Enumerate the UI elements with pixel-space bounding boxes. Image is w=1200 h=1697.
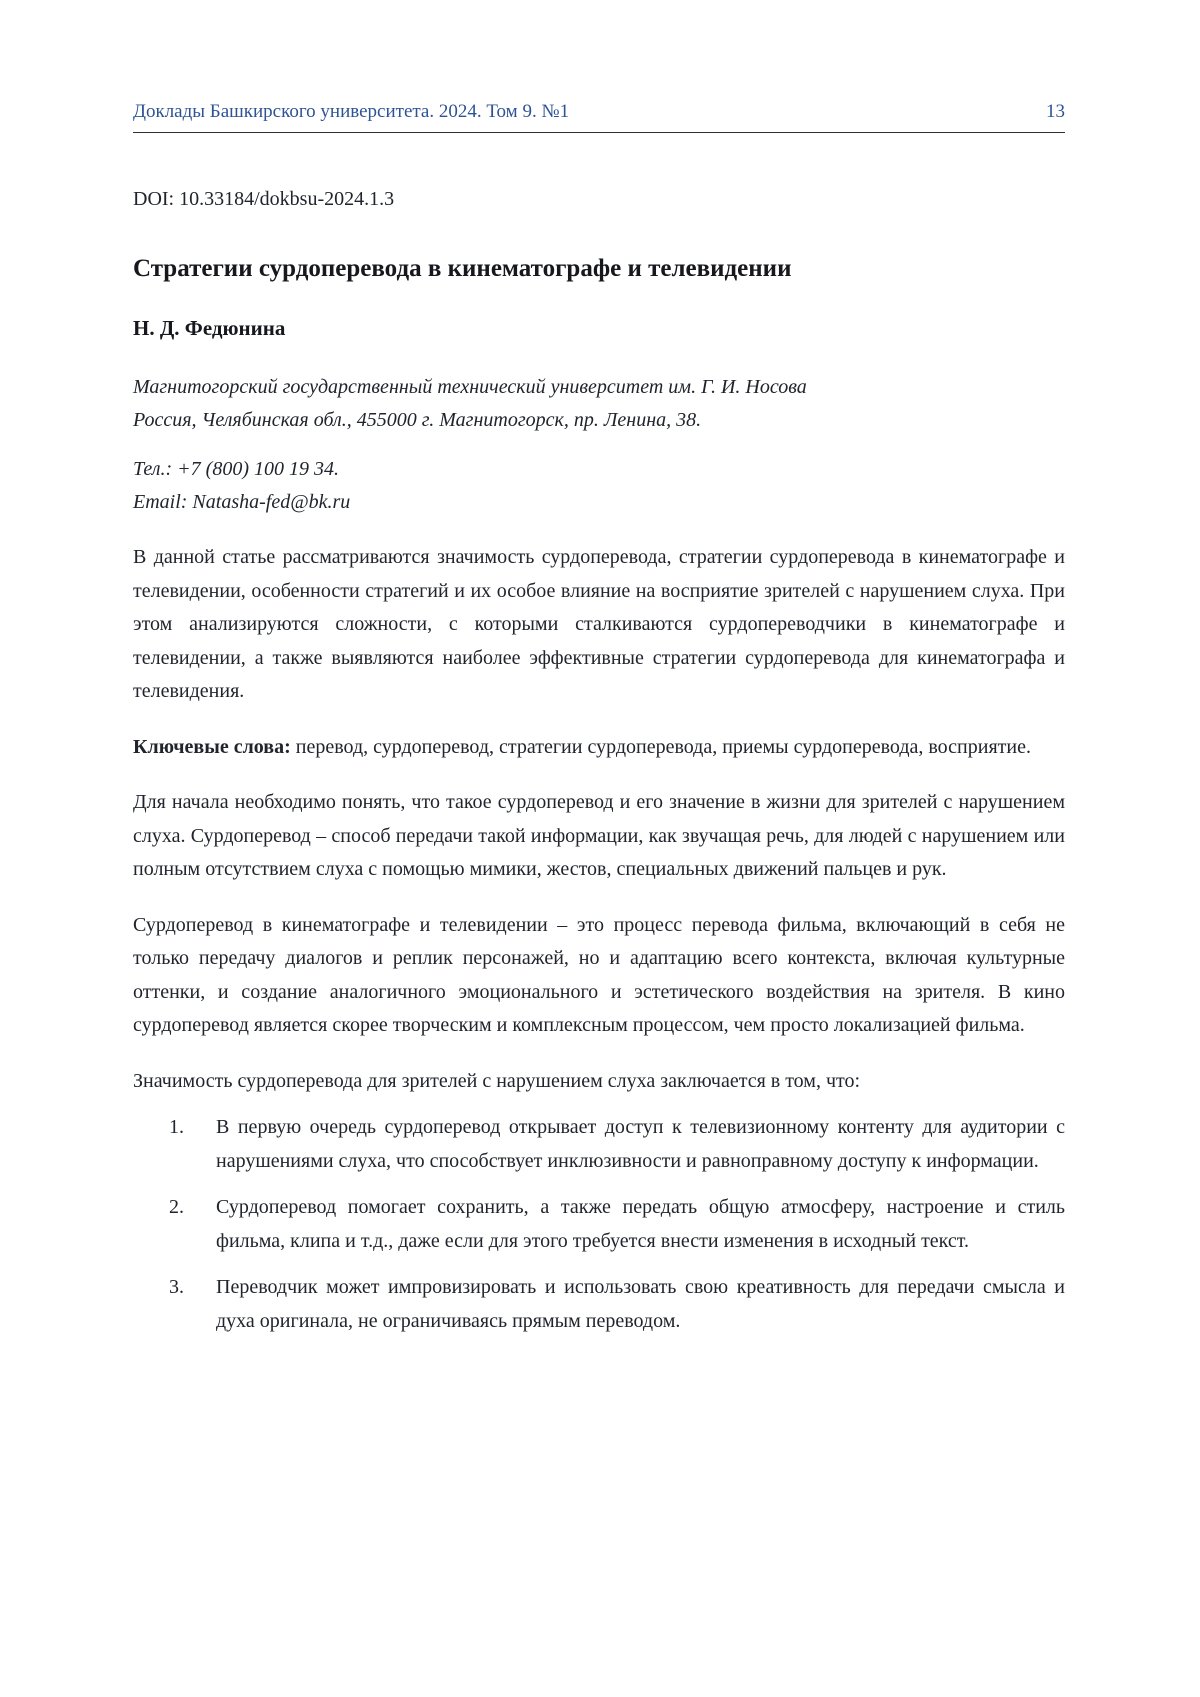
page-number: 13	[1046, 101, 1065, 122]
list-intro-paragraph: Значимость сурдоперевода для зрителей с нарушением слуха заключается в том, что:	[133, 1069, 861, 1092]
list-item	[133, 1271, 1065, 1338]
keywords-paragraph	[133, 731, 1065, 765]
affiliation-institution: Магнитогорский государственный технический университет им. Г. И. Носова	[133, 376, 807, 398]
keywords-text: перевод, сурдоперевод, стратегии сурдоперевода, приемы сурдоперевода, восприятие.	[290, 735, 1031, 758]
doi-line: DOI: 10.33184/dokbsu-2024.1.3	[133, 188, 395, 210]
running-header	[133, 100, 1065, 124]
phone-line: Тел.: +7 (800) 100 19 34.	[133, 458, 339, 480]
keywords-label: Ключевые слова:	[133, 735, 291, 758]
list-item-text: Сурдоперевод помогает сохранить, а также передать общую атмосферу, настроение и стиль фильма, клипа и т.д., даже если для этого требуется внести изменения в исходный текст.	[216, 1196, 1065, 1252]
numbered-list	[133, 1111, 1065, 1338]
body-paragraph-2: Сурдоперевод в кинематографе и телевидении – это процесс перевода фильма, включающий в себя не только передачу диалогов и реплик персонажей, но и адаптацию всего контекста, включая культурные оттенки, и создание аналогичного эмоционального и эстетического воздействия на зрителя. В кино сурдоперевод является скорее творческим и комплексным процессом, чем просто локализацией фильма.	[133, 913, 1065, 1036]
list-item-number: 1.	[169, 1116, 184, 1138]
affiliation-address: Россия, Челябинская обл., 455000 г. Магнитогорск, пр. Ленина, 38.	[133, 409, 702, 431]
header-rule	[133, 132, 1065, 133]
contact-block	[133, 453, 1065, 519]
list-item-number: 3.	[169, 1276, 184, 1298]
author-name: Н. Д. Федюнина	[133, 316, 286, 340]
list-item-text: Переводчик может импровизировать и использовать свою креативность для передачи смысла и духа оригинала, не ограничиваясь прямым переводом.	[216, 1276, 1065, 1332]
email-line: Email: Natasha-fed@bk.ru	[133, 491, 351, 513]
journal-title: Доклады Башкирского университета. 2024. Том 9. №1	[133, 101, 570, 122]
affiliation-block	[133, 371, 1065, 437]
list-item-text: В первую очередь сурдоперевод открывает доступ к телевизионному контенту для аудитории с нарушениями слуха, что способствует инклюзивности и равноправному доступу к информации.	[216, 1116, 1065, 1172]
list-item	[133, 1191, 1065, 1258]
list-item-number: 2.	[169, 1196, 184, 1218]
article-title: Стратегии сурдоперевода в кинематографе и телевидении	[133, 255, 792, 282]
abstract-paragraph: В данной статье рассматриваются значимость сурдоперевода, стратегии сурдоперевода в кинематографе и телевидении, особенности стратегий и их особое влияние на восприятие зрителей с нарушением слуха. При этом анализируются сложности, с которыми сталкиваются сурдопереводчики в кинематографе и телевидении, а также выявляются наиболее эффективные стратегии сурдоперевода для кинематографа и телевидения.	[133, 546, 1065, 702]
body-paragraph-1: Для начала необходимо понять, что такое сурдоперевод и его значение в жизни для зрителей с нарушением слуха. Сурдоперевод – способ передачи такой информации, как звучащая речь, для людей с нарушением или полным отсутствием слуха с помощью мимики, жестов, специальных движений пальцев и рук.	[133, 791, 1065, 880]
list-item	[133, 1111, 1065, 1178]
